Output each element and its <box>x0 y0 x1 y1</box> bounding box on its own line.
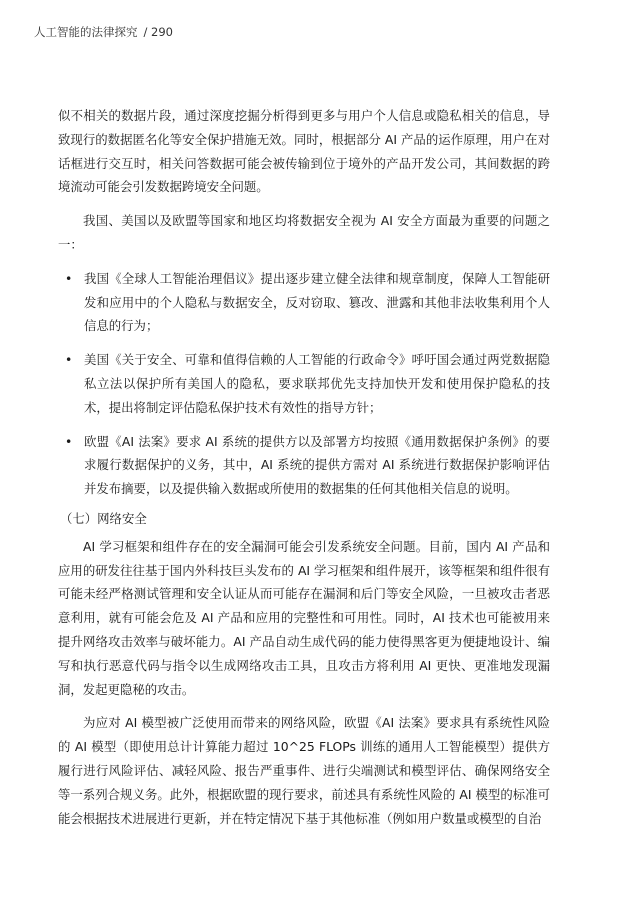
list-item: • 欧盟《AI 法案》要求 AI 系统的提供方以及部署方均按照《通用数据保护条例》的要求履行数据保护的义务，其中，AI 系统的提供方需对 AI 系统进行数据保护影响评估并发布摘要，以及提供输入数据或所使用的数据集的任何其他相关信息的说明。 <box>84 430 550 501</box>
paragraph-1: 似不相关的数据片段，通过深度挖掘分析得到更多与用户个人信息或隐私相关的信息，导致现行的数据匿名化等安全保护措施无效。同时，根据部分 AI 产品的运作原理，用户在对话框进行交互时，相关问答数据可能会被传输到位于境外的产品开发公司，其间数据的跨境流动可能会引发数据跨境安全问题。 <box>58 108 550 195</box>
paragraph-4: 为应对 AI 模型被广泛使用而带来的网络风险，欧盟《AI 法案》要求具有系统性风险的 AI 模型（即使用总计计算能力超过 10^25 FLOPs 训练的通用人工智能模型）提供方履行进行风险评估、减轻风险、报告严重事件、进行尖端测试和模型评估、确保网络安全等一系列合规义务。此外，根据欧盟的现行要求，前述具有系统性风险的 AI 模型的标准可能会根据技术进展进行更新，并在特定情况下基于其他标准（例如用户数量或模型的自治 <box>58 715 550 826</box>
paragraph-3: AI 学习框架和组件存在的安全漏洞可能会引发系统安全问题。目前，国内 AI 产品和应用的研发往往基于国内外科技巨头发布的 AI 学习框架和组件展开，该等框架和组件很有可能未经严格测试管理和安全认证从而可能存在漏洞和后门等安全风险，一旦被攻击者恶意利用，就有可能会危及 AI 产品和应用的完整性和可用性。同时，AI 技术也可能被用来提升网络攻击效率与破坏能力。AI 产品自动生成代码的能力使得黑客更为便捷地设计、编写和执行恶意代码与指令以生成网络攻击工具，且攻击方将利用 AI 更快、更准地发现漏洞，发起更隐秘的攻击。 <box>58 538 550 697</box>
section-heading: （七）网络安全 <box>60 510 147 526</box>
paragraph-2: 我国、美国以及欧盟等国家和地区均将数据安全视为 AI 安全方面最为重要的问题之一： <box>58 213 550 252</box>
page-number: / 290 <box>143 25 173 39</box>
bullet-list <box>58 267 550 501</box>
header-title: 人工智能的法律探究 <box>34 25 138 39</box>
list-item: • 我国《全球人工智能治理倡议》提出逐步建立健全法律和规章制度，保障人工智能研发和应用中的个人隐私与数据安全，反对窃取、篡改、泄露和其他非法收集利用个人信息的行为； <box>84 267 550 338</box>
list-item: • 美国《关于安全、可靠和值得信赖的人工智能的行政命令》呼吁国会通过两党数据隐私立法以保护所有美国人的隐私，要求联邦优先支持加快开发和使用保护隐私的技术，提出将制定评估隐私保护技术有效性的指导方针； <box>84 348 550 419</box>
page-body <box>58 104 550 830</box>
running-header <box>34 24 173 40</box>
